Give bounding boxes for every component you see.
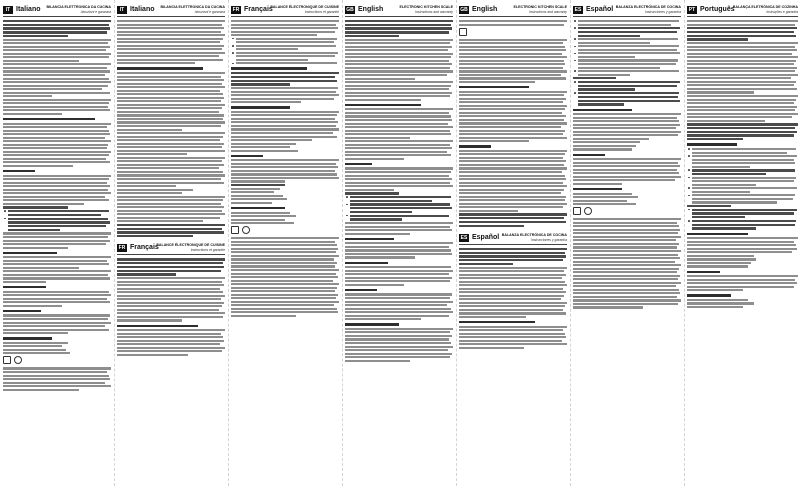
product-title: ELECTRONIC KITCHEN SCALE [513,5,567,9]
page-header [573,4,681,17]
language-flag: IT [3,6,13,14]
battery-icon [584,207,592,215]
product-title: BALANÇA ELETRÓNICA DE COZINHA [732,5,798,9]
page-espanol [573,4,681,483]
page-francais [231,4,339,483]
page-header [3,4,111,17]
product-subtitle: Istruzioni e garanzia [194,10,225,14]
page-header [459,4,567,17]
recycle-bin-icon [573,207,581,215]
symbol-row [573,207,681,215]
product-subtitle: Istruzioni e garanzia [80,10,111,14]
page-text [117,17,225,356]
language-title: Español [586,6,614,13]
symbol-row [459,28,567,36]
product-title: ELECTRONIC KITCHEN SCALE [399,5,453,9]
language-flag: GB [346,7,354,13]
language-flag: GB [460,7,468,13]
product-title: BALANCE ÉLECTRONIQUE DE CUISINE [156,243,225,248]
language-title: Español [472,233,500,241]
language-flag: ES [460,234,468,241]
recycle-bin-icon [459,28,467,36]
page-text [459,17,567,349]
page-header [231,4,339,17]
page-text [345,17,453,362]
page-header [687,4,798,17]
language-title: Français [244,6,273,13]
page-text [3,17,111,391]
product-subtitle: Instructions and warranty [529,10,567,14]
product-title: BALANZA ELECTRÓNICA DE COCINA [501,232,567,237]
language-title: Italiano [16,6,41,13]
page-text [687,17,798,308]
section-header-francais [117,242,225,255]
language-flag: FR [232,7,240,13]
product-title: BILANCIA ELETTRONICA DA CUCINA [160,5,225,9]
product-subtitle: Instruções e garantia [766,10,798,14]
language-title: Français [130,244,159,252]
page-italiano-2 [117,4,225,483]
product-subtitle: Instrucciones y garantía [645,10,681,14]
recycle-bin-icon [3,356,11,364]
product-title: BILANCIA ELETTRONICA DA CUCINA [46,5,111,9]
language-title: English [472,6,498,13]
page-italiano-1 [3,4,111,483]
language-flag: PT [688,7,696,13]
product-subtitle: Instrucciones y garantía [531,237,567,242]
language-flag: ES [574,7,582,13]
page-english-1 [345,4,453,483]
symbol-row [231,226,339,234]
section-header-espanol [459,232,567,245]
battery-icon [14,356,22,364]
language-title: Italiano [130,6,155,13]
product-title: BALANCE ÉLECTRONIQUE DE CUISINE [270,5,339,9]
language-flag: FR [118,245,126,252]
page-text [573,17,681,309]
page-text [231,17,339,317]
page-header [117,4,225,17]
symbol-row [3,356,111,364]
page-header [345,4,453,17]
product-title: BALANZA ELECTRÓNICA DE COCINA [615,5,681,9]
product-subtitle: Instructions et garantie [304,10,339,14]
product-subtitle: Instructions and warranty [415,10,453,14]
product-subtitle: Instructions et garantie [190,248,225,253]
battery-icon [242,226,250,234]
language-title: Português [700,6,735,13]
language-flag: IT [117,6,127,14]
recycle-bin-icon [231,226,239,234]
page-english-2 [459,4,567,483]
language-title: English [358,6,384,13]
page-portugues [687,4,798,483]
